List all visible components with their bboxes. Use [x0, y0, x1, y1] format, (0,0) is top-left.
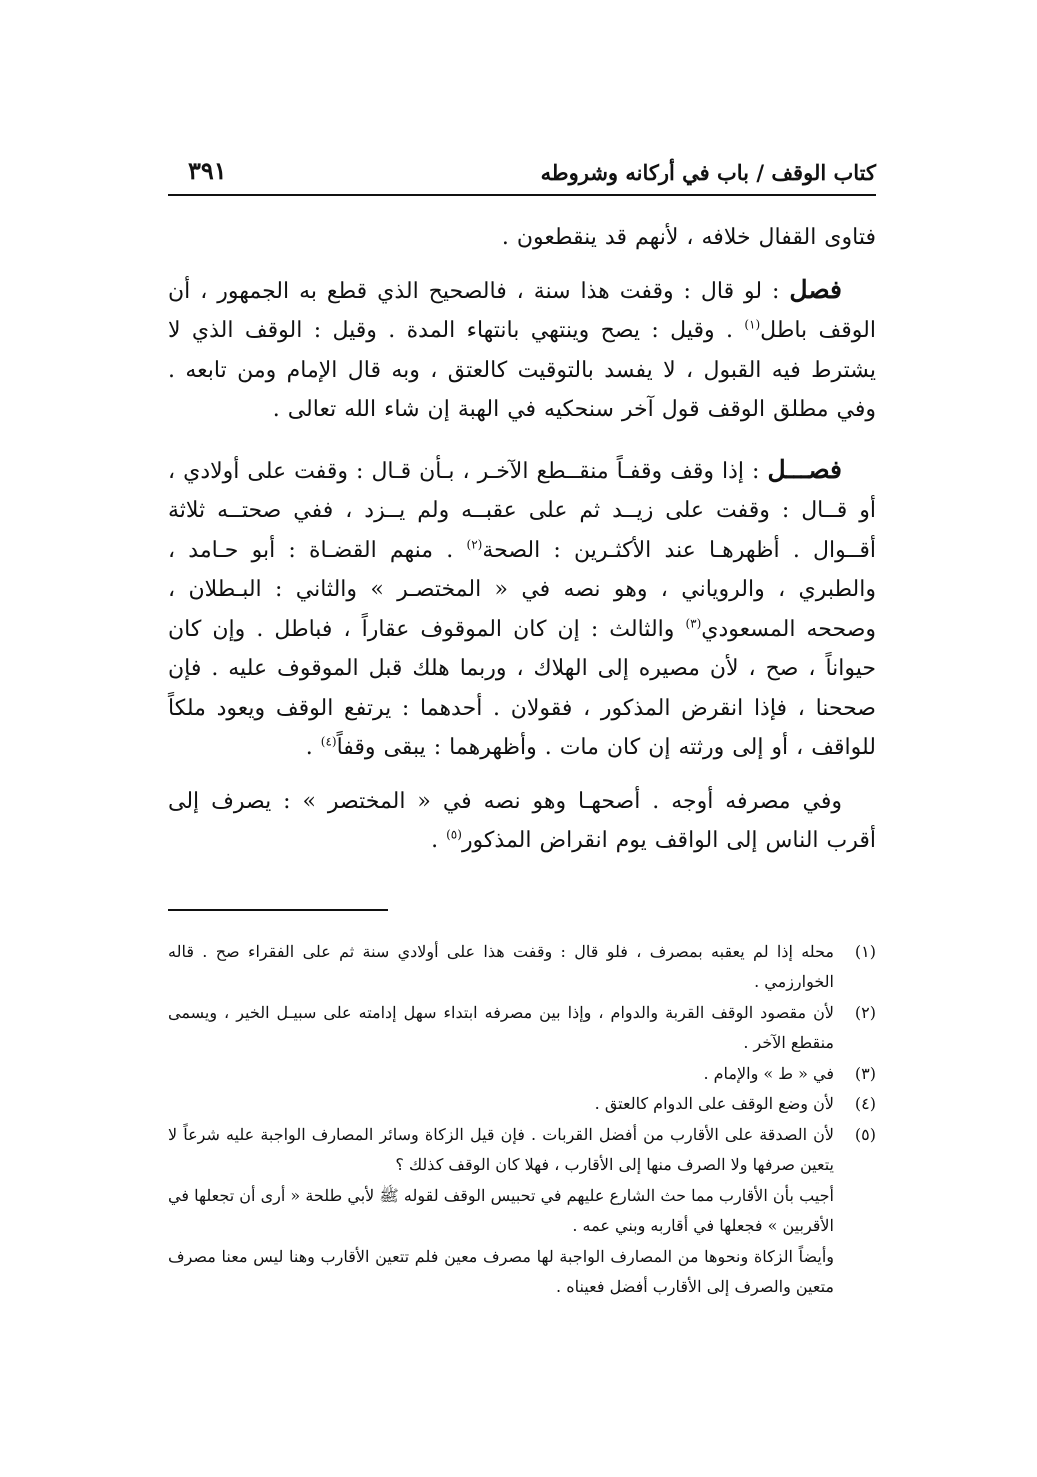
footnote-ref: (١) — [744, 317, 761, 332]
footnote-ref: (٣) — [685, 616, 702, 631]
footnote-text: لأن مقصود الوقف القربة والدوام ، وإذا بين مصرفه ابتداء سهل إدامته على سبيـل الخير ، ويسمى منقطع الآخر . — [168, 1002, 834, 1052]
paragraph-text: . منهم القضـاة : أبو حـامد ، والطبري ، والروياني ، وهو نصه في « المختصـر » والثاني : البـطلان ، وصححه المسعودي — [168, 537, 877, 642]
footnote-number: (١) — [854, 941, 876, 961]
footnote-5 — [168, 1120, 876, 1303]
footnote-1 — [168, 937, 876, 998]
footnote-4 — [168, 1089, 876, 1120]
section-label: فصـــل — [767, 454, 842, 484]
section-label: فصل — [789, 274, 842, 304]
footnote-text: لأن وضع الوقف على الدوام كالعتق . — [594, 1094, 834, 1113]
footnote-ref: (٢) — [466, 537, 483, 552]
paragraph-continuation — [168, 218, 876, 258]
footnote-text: لأن الصدقة على الأقارب من أفضل القربات . فإن قيل الزكاة وسائر المصارف الواجبة عليه شرعاً لا يتعين صرفها ولا الصرف منها إلى الأقارب ، فهلا كان الوقف كذلك ؟ — [168, 1124, 834, 1174]
paragraph-fasl-2 — [168, 450, 876, 768]
footnote-text: وأيضاً الزكاة ونحوها من المصارف الواجبة لها مصرف معين فلم تتعين الأقارب وهنا ليس معنا مصرف متعين والصرف إلى الأقارب أفضل فعيناه . — [168, 1246, 834, 1296]
paragraph-text: وفي مصرفه أوجه . أصحهـا وهو نصه في « المختصر » : يصرف إلى أقرب الناس إلى الواقف يوم انقراض المذكور — [168, 788, 876, 853]
paragraph-text: فتاوى القفال خلافه ، لأنهم قد ينقطعون . — [501, 225, 876, 250]
footnote-number: (٥) — [854, 1124, 876, 1144]
main-text — [168, 218, 876, 861]
footnote-number: (٤) — [854, 1094, 876, 1113]
running-header — [168, 150, 876, 196]
footnote-text: محله إذا لم يعقبه بمصرف ، فلو قال : وقفت هذا على أولادي سنة ثم على الفقراء صح . قاله الخوارزمي . — [168, 941, 835, 991]
page-number: ٣٩١ — [188, 156, 227, 185]
paragraph-text: . — [431, 828, 447, 853]
footnote-ref: (٥) — [446, 827, 462, 842]
running-title: كتاب الوقف / باب في أركانه وشروطه — [540, 160, 876, 185]
footnote-3 — [168, 1059, 876, 1090]
paragraph-text: . — [305, 735, 321, 760]
footnote-separator — [168, 909, 388, 911]
footnote-ref: (٤) — [320, 734, 337, 749]
paragraph-text: : إذا وقف وقفـاً منقــطع الآخـر ، بـأن قـال : وقفت على أولادي ، أو قــال : وقفت على زيــد ثم على عقبــه ولم يــزد ، ففي صحتــه ثلاثة أقــوال . أظهرهـا عند الأكثـرين : الصحة — [168, 458, 876, 563]
paragraph-text: . وقيل : يصح وينتهي بانتهاء المدة . وقيل : الوقف الذي لا يشترط فيه القبول ، لا يفسد بالتوقيت كالعتق ، وبه قال الإمام ومن تابعه . وفي مطلق الوقف قول آخر سنحكيه في الهبة إن شاء الله تعالى . — [168, 318, 876, 422]
paragraph-text: والثالث : إن كان الموقوف عقاراً ، فباطل . وإن كان حيواناً ، صح ، لأن مصيره إلى الهلاك ، وربما هلك قبل الموقوف عليه . فإن صححنا ، فإذا انقرض المذكور ، فقولان . أحدهما : يرتفع الوقف ويعود ملكاً للواقف ، أو إلى ورثته إن كان مات . وأظهرهما : يبقى وقفاً — [168, 616, 876, 760]
footnotes — [168, 937, 876, 1303]
paragraph-fasl-1 — [168, 270, 876, 430]
footnote-2 — [168, 998, 876, 1059]
book-page — [168, 150, 876, 1350]
paragraph-masrif — [168, 782, 876, 861]
footnote-number: (٣) — [854, 1063, 876, 1083]
footnote-text: أجيب بأن الأقارب مما حث الشارع عليهم في تحبيس الوقف لقوله ﷺ لأبي طلحة « أرى أن تجعلها في الأقربين » فجعلها في أقاربه وبني عمه . — [168, 1185, 835, 1235]
footnote-text: في « ط » والإمام . — [703, 1063, 834, 1083]
paragraph-text: : لو قال : وقفت هذا سنة ، فالصحيح الذي قطع به الجمهور ، أن الوقف باطل — [168, 278, 876, 343]
footnote-number: (٢) — [854, 1002, 876, 1022]
